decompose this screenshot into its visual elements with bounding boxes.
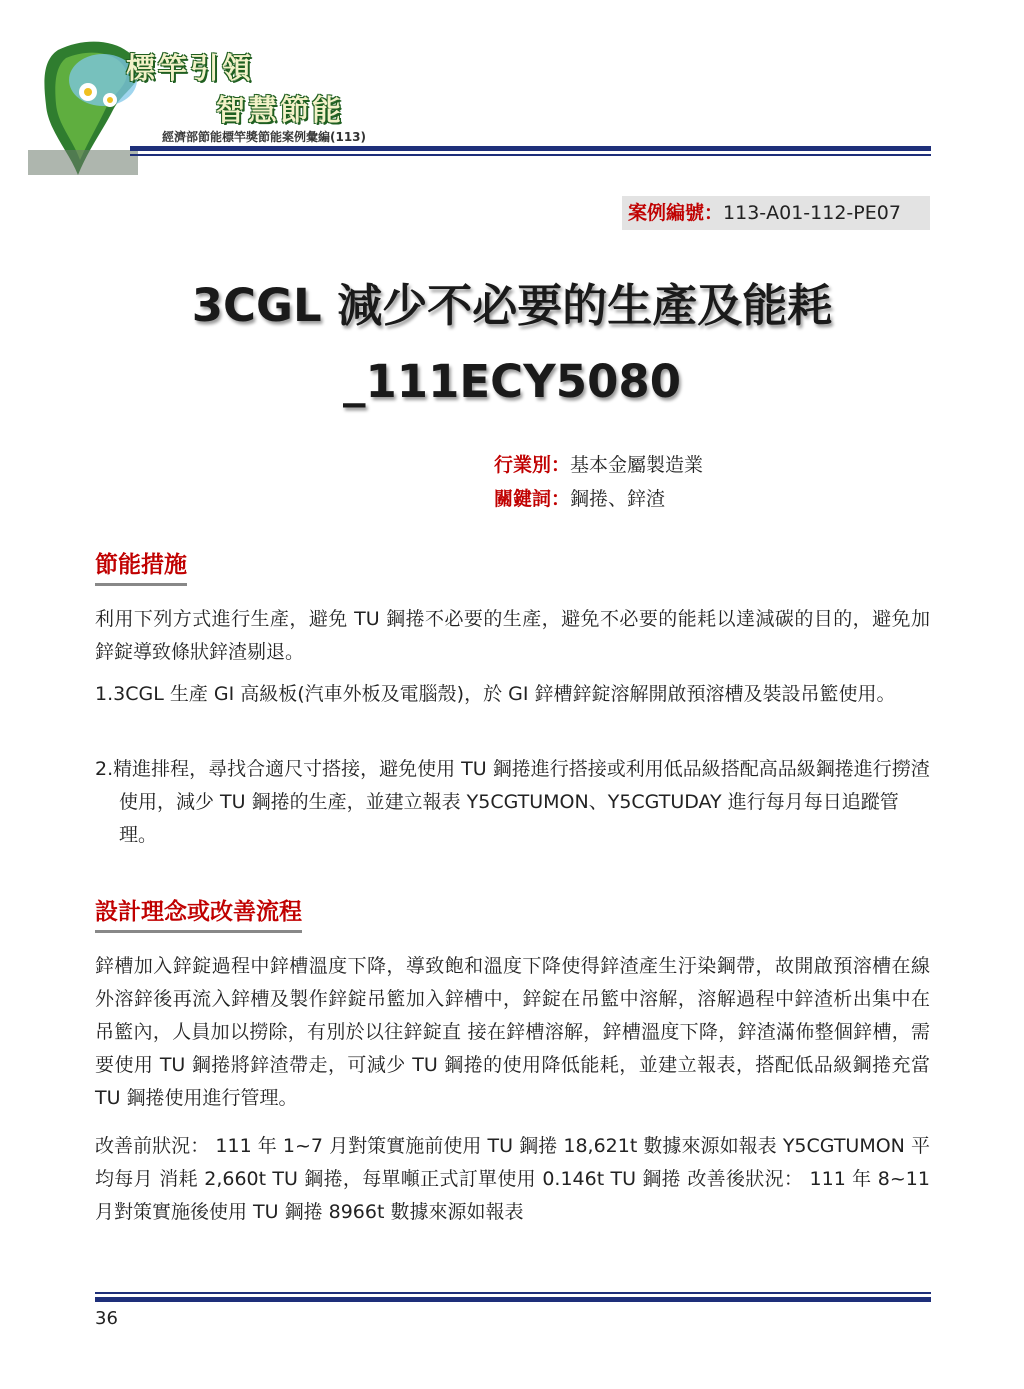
page-title [0, 268, 1024, 420]
keywords-value: 鋼捲、鋅渣 [570, 488, 666, 510]
keywords-row [494, 484, 665, 511]
case-number-box [622, 196, 930, 230]
title-line2: _111ECY5080 [342, 355, 682, 408]
measures-item-1 [95, 678, 930, 711]
list-item: 1.3CGL 生產 GI 高級板(汽車外板及電腦殼)，於 GI 鋅槽鋅錠溶解開啟預溶槽及裝設吊籃使用。 [95, 683, 896, 705]
design-paragraph: 鋅槽加入鋅錠過程中鋅槽溫度下降，導致飽和溫度下降使得鋅渣產生汙染鋼帶，故開啟預溶槽在線外溶鋅後再流入鋅槽及製作鋅錠吊籃加入鋅槽中，鋅錠在吊籃中溶解，溶解過程中鋅渣析出集中在吊籃內，人員加以撈除，有別於以往鋅錠直 接在鋅槽溶解，鋅槽溫度下降，鋅渣滿佈整個鋅槽，需要使用 TU 鋼捲將鋅渣帶走，可減少 TU 鋼捲的使用降低能耗，並建立報表，搭配低品級鋼捲充當 TU 鋼捲使用進行管理。 [95, 955, 930, 1109]
case-number-label: 案例編號： [628, 202, 724, 224]
brand-slogan-line2: 智慧節能 [216, 93, 345, 127]
page-header [0, 0, 1024, 190]
header-rule [130, 146, 931, 151]
industry-row [494, 450, 703, 477]
before-after-paragraph: 改善前狀況： 111 年 1~7 月對策實施前使用 TU 鋼捲 18,621t 數據來源如報表 Y5CGTUMON 平均每月 消耗 2,660t TU 鋼捲，每單噸正式訂單使用 0.146t TU 鋼捲 改善後狀況： 111 年 8~11 月對策實施後使用 TU 鋼捲 8966t 數據來源如報表 [95, 1135, 930, 1223]
brand-slogan-line1: 標竿引領 [126, 51, 255, 85]
industry-value: 基本金屬製造業 [570, 454, 704, 476]
section-heading-measures: 節能措施 [95, 546, 187, 586]
case-number-value: 113-A01-112-PE07 [723, 202, 901, 224]
measures-intro: 利用下列方式進行生產，避免 TU 鋼捲不必要的生產，避免不必要的能耗以達減碳的目的，避免加鋅錠導致條狀鋅渣剔退。 [95, 608, 930, 663]
footer-rule-thin [95, 1292, 931, 1294]
section-heading-design: 設計理念或改善流程 [95, 893, 302, 933]
header-rule-thin [130, 154, 931, 156]
measures-item-2 [95, 753, 930, 852]
footer-rule [95, 1297, 931, 1302]
publication-subtitle: 經濟部節能標竿獎節能案例彙編(113) [162, 130, 367, 144]
page-number: 36 [95, 1308, 118, 1329]
keywords-label: 關鍵詞： [494, 488, 571, 510]
list-item: 2.精進排程，尋找合適尺寸搭接，避免使用 TU 鋼捲進行搭接或利用低品級搭配高品級鋼捲進行撈渣使用，減少 TU 鋼捲的生產，並建立報表 Y5CGTUMON、Y5CGTUDAY 進行每月每日追蹤管理。 [95, 758, 930, 846]
title-line1: 3CGL 減少不必要的生產及能耗 [191, 279, 833, 332]
industry-label: 行業別： [494, 454, 571, 476]
